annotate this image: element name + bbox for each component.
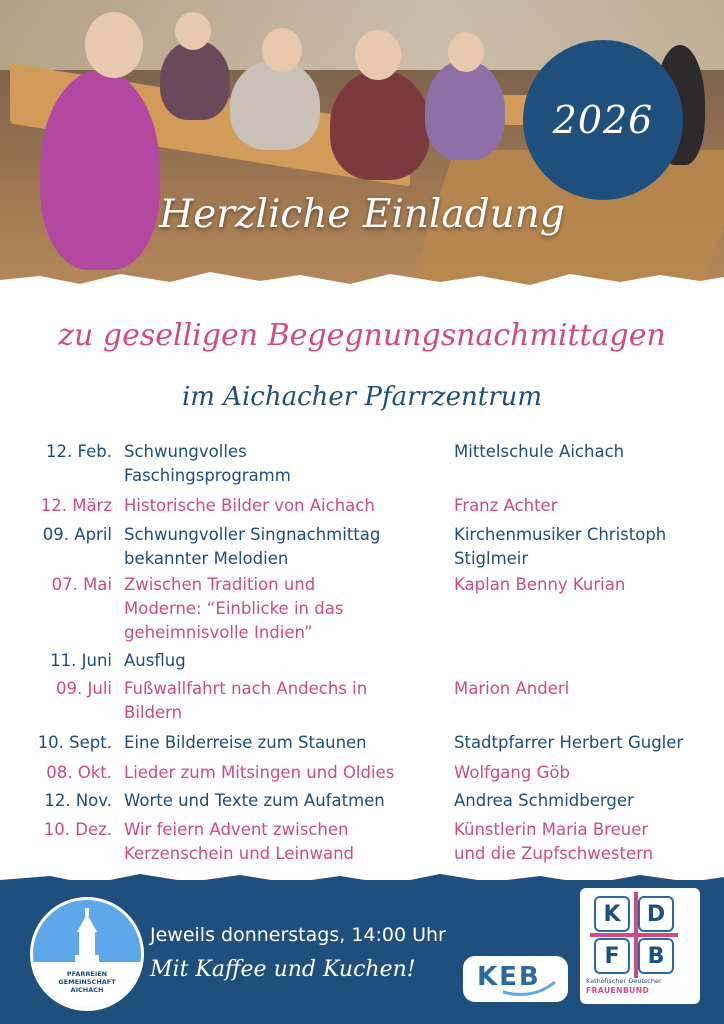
hero-person-head xyxy=(355,30,401,80)
torn-paper-edge-top xyxy=(0,262,724,307)
schedule-line: Jeweils donnerstags, 14:00 Uhr xyxy=(150,924,446,946)
invitation-headline: Herzliche Einladung xyxy=(159,192,565,237)
kdfb-letter: F xyxy=(594,938,630,974)
parish-seal-text xyxy=(33,970,141,994)
event-title-line: Lieder zum Mitsingen und Oldies xyxy=(124,763,395,782)
event-title xyxy=(124,818,434,866)
event-title-line: Schwungvolles xyxy=(124,442,247,461)
event-date: 12. Feb. xyxy=(46,442,112,461)
event-presenter-line: Kirchenmusiker Christoph xyxy=(454,525,667,544)
event-title xyxy=(124,494,434,518)
hero-person xyxy=(425,60,505,160)
event-date: 09. Juli xyxy=(56,679,112,698)
event-title xyxy=(124,677,434,725)
keb-swoosh-icon xyxy=(463,956,568,1002)
event-presenter xyxy=(454,761,704,785)
event-presenter xyxy=(454,677,704,701)
event-presenter-line: Mittelschule Aichach xyxy=(454,442,625,461)
event-title xyxy=(124,761,434,785)
event-title-line: Faschingsprogramm xyxy=(124,466,291,485)
event-title-line: Kerzenschein und Leinwand xyxy=(124,844,355,863)
kdfb-logo xyxy=(580,888,700,1004)
kdfb-cross-horizontal xyxy=(590,933,678,937)
event-title-line: bekannter Melodien xyxy=(124,549,289,568)
event-presenter-line: Stadtpfarrer Herbert Gugler xyxy=(454,733,684,752)
event-title-line: Zwischen Tradition und xyxy=(124,575,316,594)
event-date: 10. Dez. xyxy=(43,820,112,839)
event-date: 07. Mai xyxy=(51,575,112,594)
location-line: im Aichacher Pfarrzentrum xyxy=(181,382,543,412)
event-presenter-line: Andrea Schmidberger xyxy=(454,791,634,810)
event-date: 08. Okt. xyxy=(46,763,112,782)
event-date: 09. April xyxy=(42,525,112,544)
event-title xyxy=(124,649,434,673)
hero-person xyxy=(40,70,160,270)
event-date: 11. Juni xyxy=(50,651,112,670)
event-presenter-line: Wolfgang Göb xyxy=(454,763,570,782)
event-presenter xyxy=(454,573,704,597)
event-date: 12. März xyxy=(40,496,112,515)
subtitle: zu geselligen Begegnungsnachmittagen xyxy=(58,318,666,353)
event-title-line: Eine Bilderreise zum Staunen xyxy=(124,733,367,752)
event-title-line: Fußwallfahrt nach Andechs in xyxy=(124,679,368,698)
event-title xyxy=(124,573,434,645)
event-title xyxy=(124,440,434,488)
event-presenter xyxy=(454,494,704,518)
hero-person xyxy=(160,40,230,120)
kdfb-letter-grid xyxy=(594,896,674,974)
hero-person-head xyxy=(175,12,211,50)
event-title-line: Ausflug xyxy=(124,651,186,670)
year-badge-text: 2026 xyxy=(552,98,654,142)
event-title xyxy=(124,523,434,571)
event-presenter xyxy=(454,523,704,571)
kdfb-letter: B xyxy=(638,938,674,974)
year-badge xyxy=(523,40,683,200)
event-presenter xyxy=(454,440,704,464)
event-date: 10. Sept. xyxy=(37,733,112,752)
seal-line: PFARREIEN xyxy=(66,970,108,978)
seal-line: GEMEINSCHAFT xyxy=(58,978,116,986)
event-title-line: Schwungvoller Singnachmittag xyxy=(124,525,381,544)
event-presenter xyxy=(454,789,704,813)
event-presenter-line: Künstlerin Maria Breuer xyxy=(454,820,649,839)
event-presenter xyxy=(454,818,704,866)
event-title-line: geheimnisvolle Indien” xyxy=(124,623,313,642)
parish-seal-logo xyxy=(30,897,144,1011)
kdfb-line2: FRAUENBUND xyxy=(586,986,650,995)
seal-line: AICHACH xyxy=(70,986,104,994)
event-presenter-line: und die Zupfschwestern xyxy=(454,844,654,863)
event-title-line: Wir feiern Advent zwischen xyxy=(124,820,349,839)
event-presenter-line: Marion Anderl xyxy=(454,679,570,698)
event-title-line: Bildern xyxy=(124,703,183,722)
hero-person-head xyxy=(448,32,484,72)
hero-person-head xyxy=(262,28,302,72)
event-title xyxy=(124,789,434,813)
kdfb-letter: D xyxy=(638,896,674,932)
event-presenter-line: Kaplan Benny Kurian xyxy=(454,575,626,594)
kdfb-line1: Katholischer Deutscher xyxy=(586,977,662,985)
hero-person xyxy=(230,60,320,150)
event-presenter-line: Franz Achter xyxy=(454,496,558,515)
event-title-line: Worte und Texte zum Aufatmen xyxy=(124,791,385,810)
event-title-line: Historische Bilder von Aichach xyxy=(124,496,375,515)
keb-logo xyxy=(463,956,568,1002)
event-presenter-line: Stiglmeir xyxy=(454,549,529,568)
event-title xyxy=(124,731,434,755)
hero-person xyxy=(330,70,430,180)
event-presenter xyxy=(454,731,704,755)
event-title-line: Moderne: “Einblicke in das xyxy=(124,599,344,618)
keb-logo-text: KEB xyxy=(477,962,541,992)
refreshments-line: Mit Kaffee und Kuchen! xyxy=(150,957,416,982)
hero-person-head xyxy=(85,12,143,78)
event-date: 12. Nov. xyxy=(44,791,112,810)
kdfb-letter: K xyxy=(594,896,630,932)
